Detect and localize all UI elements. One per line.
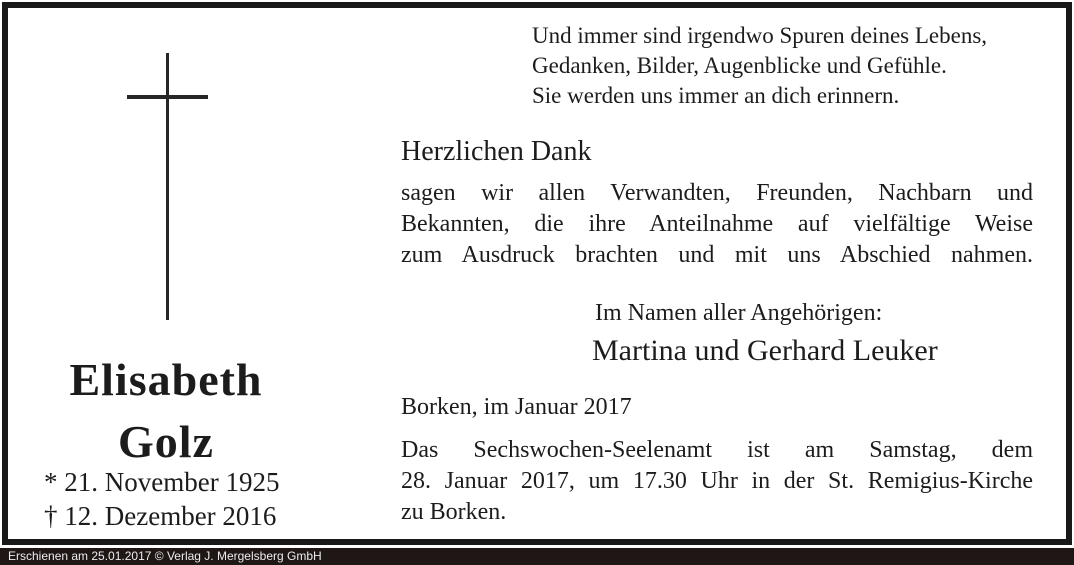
place-date-line: Borken, im Januar 2017 <box>401 394 632 420</box>
verse-line: Sie werden uns immer an dich erinnern. <box>532 83 900 108</box>
birth-date: * 21. November 1925 <box>44 467 280 497</box>
verse-line: Und immer sind irgendwo Spuren deines Lebens, <box>532 23 988 48</box>
service-paragraph <box>401 435 1033 528</box>
deceased-first-name: Elisabeth <box>69 354 263 405</box>
obituary-card <box>2 2 1072 545</box>
thanks-line: sagen wir allen Verwandten, Freunden, Nachbarn und <box>401 180 1033 206</box>
life-dates <box>44 465 279 533</box>
memorial-verse <box>532 21 987 111</box>
service-line: zu Borken. <box>401 499 507 525</box>
signatories-line: Martina und Gerhard Leuker <box>592 334 938 367</box>
cross-vertical-bar <box>166 53 169 320</box>
thanks-line: Bekannten, die ihre Anteilnahme auf vielfältige Weise <box>401 211 1033 237</box>
verse-line: Gedanken, Bilder, Augenblicke und Gefühle. <box>532 53 947 78</box>
imprint-text: Erschienen am 25.01.2017 © Verlag J. Mergelsberg GmbH <box>8 549 322 563</box>
thanks-paragraph <box>401 178 1033 271</box>
deceased-name <box>16 349 316 473</box>
deceased-last-name: Golz <box>118 416 214 467</box>
thanks-heading: Herzlichen Dank <box>401 136 592 167</box>
imprint-bar <box>0 548 1074 565</box>
cross-horizontal-bar <box>127 95 208 99</box>
thanks-line: zum Ausdruck brachten und mit uns Abschied nahmen. <box>401 242 1033 268</box>
death-date: † 12. Dezember 2016 <box>44 501 277 531</box>
service-line: Das Sechswochen-Seelenamt ist am Samstag, dem <box>401 437 1033 463</box>
service-line: 28. Januar 2017, um 17.30 Uhr in der St. Remigius-Kirche <box>401 468 1033 494</box>
in-name-of-line: Im Namen aller Angehörigen: <box>595 300 883 326</box>
